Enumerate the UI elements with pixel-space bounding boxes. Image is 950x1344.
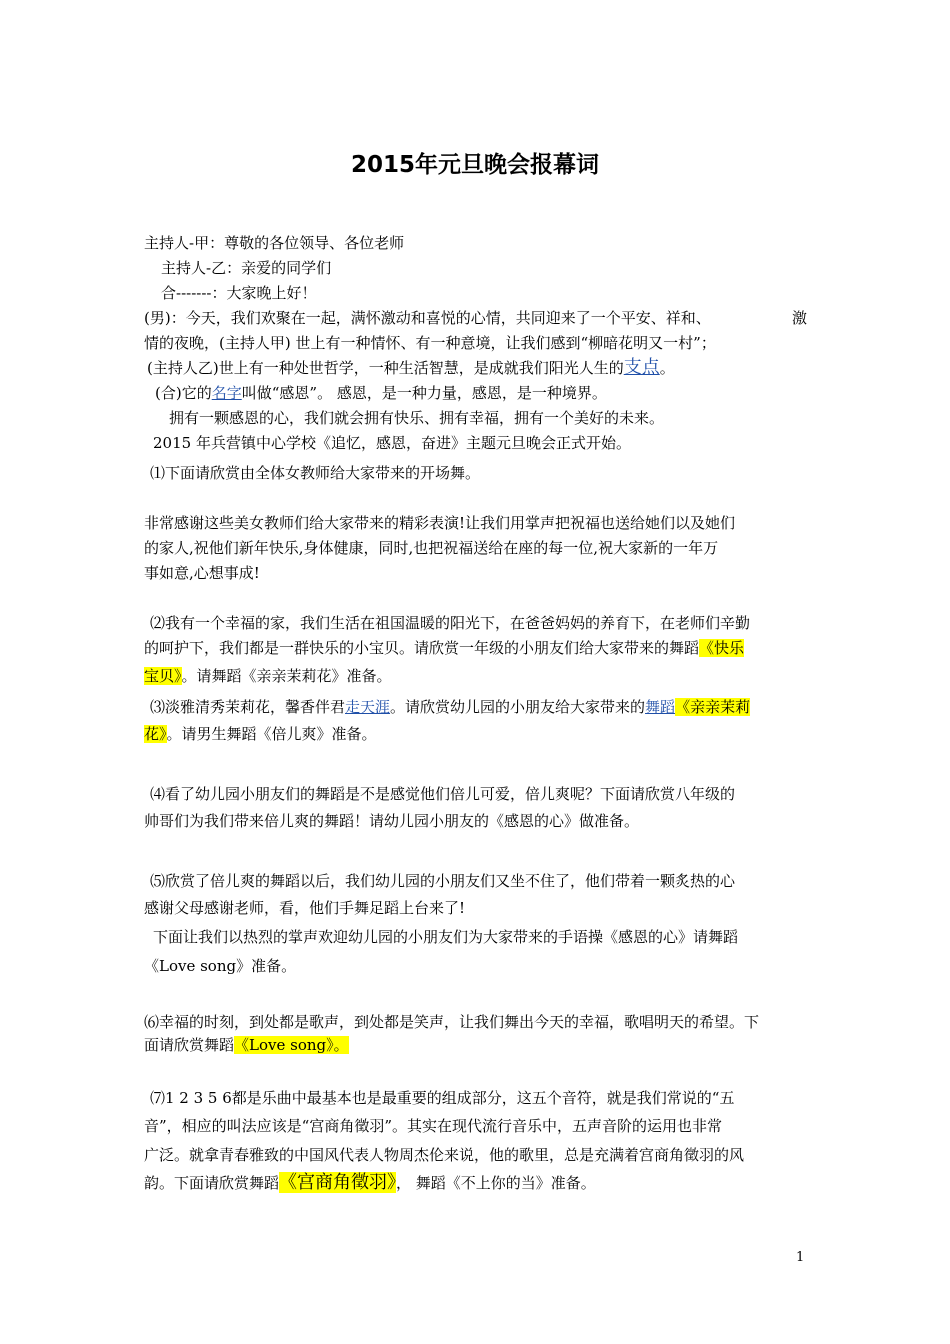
program-2-line-3	[144, 666, 812, 686]
thanks-line-3: 事如意,心想事成!	[144, 564, 260, 582]
program-6-text: 面请欣赏舞蹈	[144, 1036, 235, 1054]
opening-line-6-text: (主持人乙)世上有一种处世哲学，一种生活智慧，是成就我们阳光人生的	[147, 359, 624, 377]
program-6-line-1: ⑹幸福的时刻，到处都是歌声，到处都是笑声，让我们舞出今天的幸福，歌唱明天的希望。下	[144, 1013, 760, 1031]
opening-line-9: 2015 年兵营镇中心学校《追忆，感恩，奋进》主题元旦晚会正式开始。	[153, 434, 631, 452]
program-3-mid: 。请欣赏幼儿园的小朋友给大家带来的	[390, 698, 646, 716]
program-3-end: 。请男生舞蹈《倍儿爽》准备。	[166, 725, 377, 743]
opening-line-7	[155, 383, 823, 403]
program-7-text: 韵。下面请欣赏舞蹈	[144, 1174, 280, 1192]
program-1-line: ⑴下面请欣赏由全体女教师给大家带来的开场舞。	[150, 464, 481, 482]
program-5-line-2: 感谢父母感谢老师，看，他们手舞足蹈上台来了!	[144, 899, 466, 917]
program-7-line-1: ⑺1 2 3 5 6都是乐曲中最基本也是最重要的组成部分，这五个音符，就是我们常说的“五	[150, 1089, 735, 1107]
program-4-line-2: 帅哥们为我们带来倍儿爽的舞蹈！请幼儿园小朋友的《感恩的心》做准备。	[144, 812, 640, 830]
highlight-love-song: 《Love song》。	[234, 1036, 349, 1054]
program-7-line-2: 音”，相应的叫法应该是“宫商角徵羽”。其实在现代流行音乐中，五声音阶的运用也非常	[144, 1117, 723, 1135]
program-5-line-1: ⑸欣赏了倍儿爽的舞蹈以后，我们幼儿园的小朋友们又坐不住了，他们带着一颗炙热的心	[150, 872, 736, 890]
program-2-line-2	[144, 638, 812, 658]
program-3-line-2	[144, 724, 812, 744]
program-7-line-4	[144, 1173, 812, 1193]
male-host-tail: 激	[792, 309, 808, 327]
male-host-text: (男)：今天，我们欢聚在一起，满怀激动和喜悦的心情，共同迎来了一个平安、祥和、	[144, 309, 711, 327]
program-2-line-1: ⑵我有一个幸福的家，我们生活在祖国温暖的阳光下，在爸爸妈妈的养育下，在老师们辛勤	[150, 614, 751, 632]
dance-link[interactable]: 舞蹈	[645, 698, 676, 716]
program-5-line-3: 下面让我们以热烈的掌声欢迎幼儿园的小朋友们为大家带来的手语操《感恩的心》请舞蹈	[153, 928, 739, 946]
program-6-line-2	[144, 1035, 812, 1055]
tianya-link[interactable]: 走天涯	[345, 698, 391, 716]
program-5-line-4: 《Love song》准备。	[144, 957, 297, 975]
program-7-line-3: 广泛。就拿青春雅致的中国风代表人物周杰伦来说，他的歌里，总是充满着宫商角徵羽的风	[144, 1146, 745, 1164]
program-3-text: ⑶淡雅清秀茉莉花，馨香伴君	[150, 698, 346, 716]
host-a-line: 主持人-甲：尊敬的各位领导、各位老师	[144, 234, 405, 252]
highlight-happy-baby-2: 宝贝》	[144, 667, 182, 685]
opening-line-7-end: 叫做“感恩”。 感恩，是一种力量，感恩，是一种境界。	[241, 384, 607, 402]
program-2-end: 。请舞蹈《亲亲茉莉花》准备。	[181, 667, 392, 685]
opening-line-5: 情的夜晚，(主持人甲) 世上有一种情怀、有一种意境，让我们感到“柳暗花明又一村”；	[144, 334, 716, 352]
program-7-end: ， 舞蹈《不上你的当》准备。	[396, 1174, 596, 1192]
thanks-line-2: 的家人,祝他们新年快乐,身体健康，同时,也把祝福送给在座的每一位,祝大家新的一年万	[144, 539, 719, 557]
highlight-jasmine-1: 《亲亲茉莉	[675, 698, 751, 716]
page-title: 2015年元旦晚会报幕词	[350, 152, 599, 178]
highlight-five-tones: 《宫商角徵羽》	[279, 1172, 397, 1193]
opening-line-7-text: (合)它的	[155, 384, 212, 402]
together-line: 合-------：大家晚上好！	[161, 284, 317, 302]
name-link[interactable]: 名字	[211, 384, 242, 402]
opening-line-8: 拥有一颗感恩的心，我们就会拥有快乐、拥有幸福，拥有一个美好的未来。	[169, 409, 665, 427]
page-number: 1	[796, 1250, 805, 1265]
program-4-line-1: ⑷看了幼儿园小朋友们的舞蹈是不是感觉他们倍儿可爱，倍儿爽呢？下面请欣赏八年级的	[150, 785, 736, 803]
opening-line-6-end: 。	[659, 359, 675, 377]
host-b-line: 主持人-乙：亲爱的同学们	[161, 259, 332, 277]
thanks-line-1: 非常感谢这些美女教师们给大家带来的精彩表演!让我们用掌声把祝福也送给她们以及她们	[144, 514, 736, 532]
highlight-jasmine-2: 花》	[144, 725, 167, 743]
opening-line-6	[147, 358, 815, 378]
highlight-happy-baby-1: 《快乐	[699, 639, 745, 657]
male-host-line	[144, 308, 812, 328]
program-2-text: 的呵护下，我们都是一群快乐的小宝贝。请欣赏一年级的小朋友们给大家带来的舞蹈	[144, 639, 700, 657]
program-3-line-1	[150, 697, 818, 717]
fulcrum-link[interactable]: 支点	[623, 357, 660, 378]
